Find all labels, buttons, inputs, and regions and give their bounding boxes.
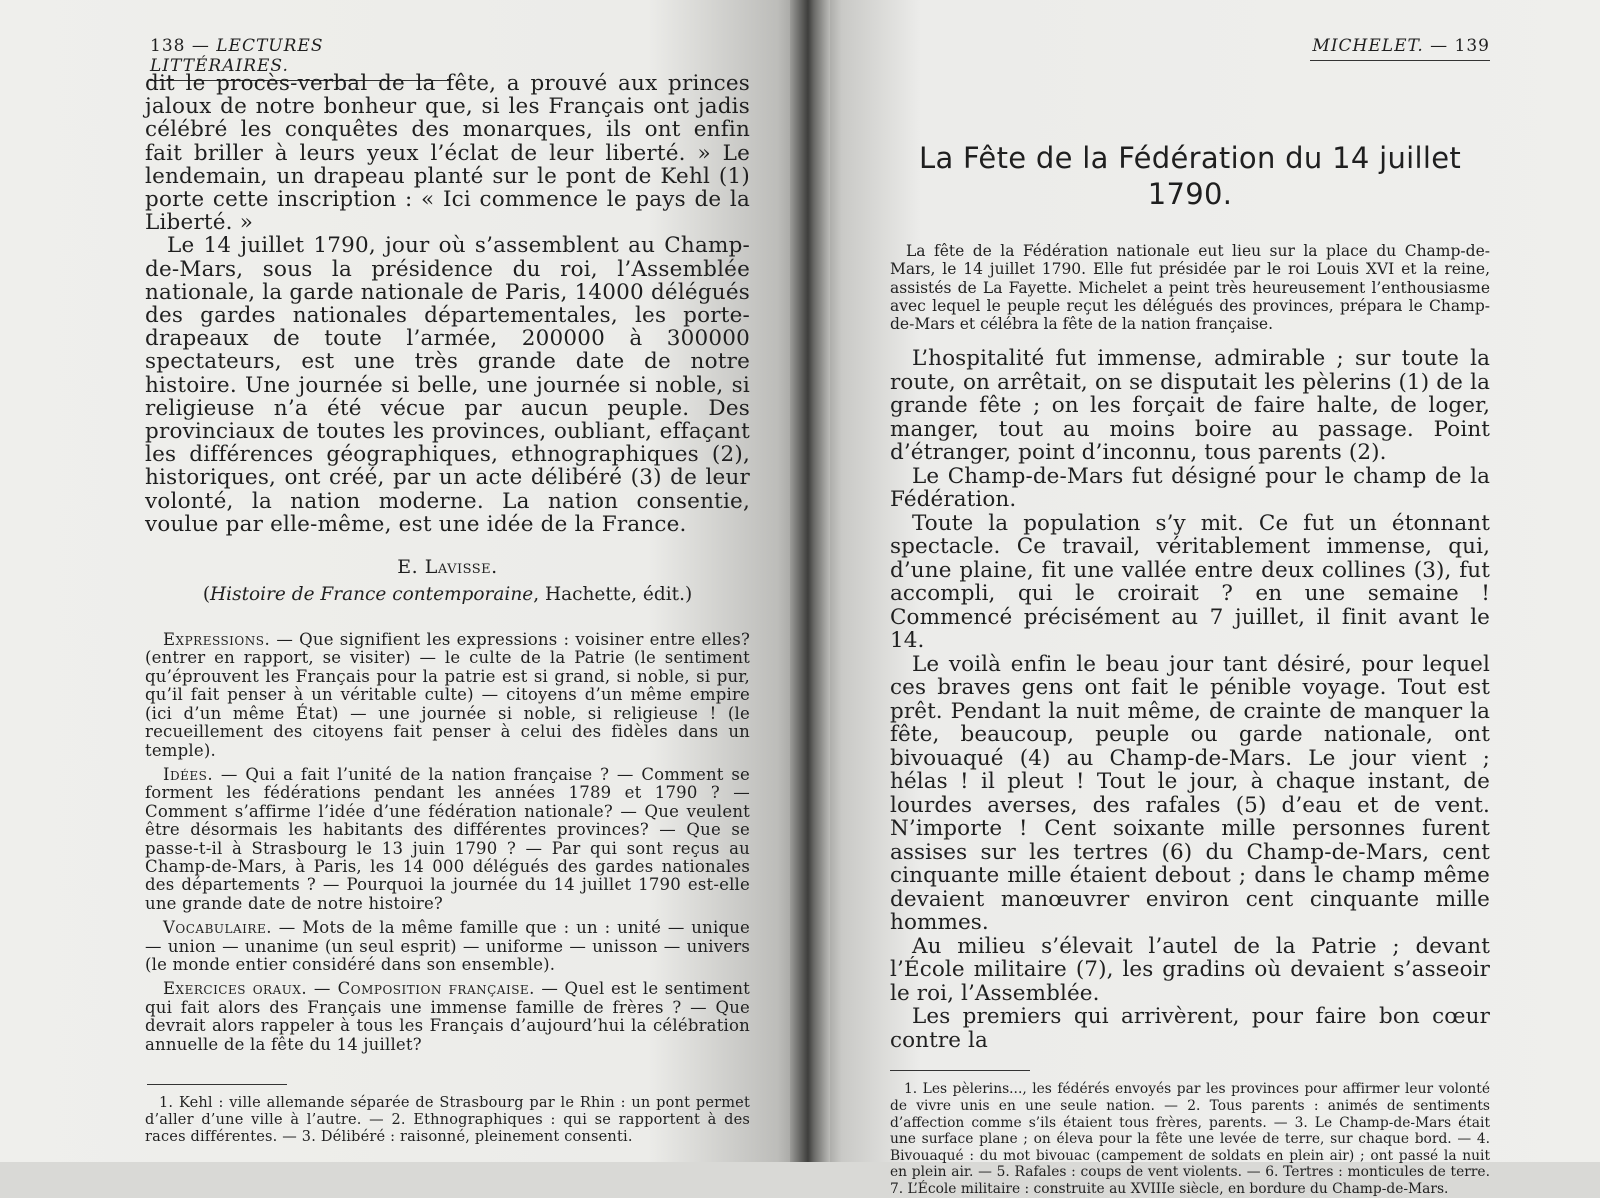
right-text bbox=[890, 347, 1490, 1052]
exercise-expressions bbox=[145, 631, 750, 760]
source-publisher: , Hachette, édit.) bbox=[533, 584, 693, 606]
running-head-rule bbox=[1310, 60, 1490, 61]
right-paragraph-1: L’hospitalité fut immense, admirable ; sur toute la route, on arrêtait, on se disputait les pèlerins (1) de la grande fête ; on les forçait de faire halte, de loger, manger, tout au moins boire au passage. Point d’étranger, point d’inconnu, tous parents (2). bbox=[890, 346, 1490, 466]
source-work: Histoire de France contemporaine bbox=[210, 584, 534, 606]
right-paragraph-5: Au milieu s’élevait l’autel de la Patrie ; devant l’École militaire (7), les gradins où devaient s’asseoir le roi, l’Assemblée. bbox=[890, 933, 1490, 1006]
source-citation: (Histoire de France contemporaine, Hachette, édit.) bbox=[202, 584, 693, 606]
expressions-text: — Que signifient les expressions : voisiner entre elles? (entrer en rapport, se visiter) — le culte de la Patrie (le sentiment qu’éprouvent les Français pour la patrie est si grand, si noble, si pur, qu’il fait penser à un véritable culte) — citoyens d’un même empire (ici d’un même État) — une journée si noble, si religieuse ! (le recueillement des citoyens fait penser à celui des fidèles dans un temple). bbox=[145, 630, 750, 760]
left-footnote-text: 1. Kehl : ville allemande séparée de Strasbourg par le Rhin : un pont permet d’aller d’une ville à l’autre. — 2. Ethnographiques : qui se rapportent à des races différentes. — 3. Délibéré : raisonné, pleinement consenti. bbox=[145, 1095, 750, 1145]
left-page-number: 138 bbox=[150, 36, 186, 56]
right-body bbox=[890, 140, 1490, 1198]
left-paragraph-2: Le 14 juillet 1790, jour où s’assemblent au Champ-de-Mars, sous la présidence du roi, l’Assemblée nationale, la garde nationale de Paris, 14000 délégués des gardes nationales départementales, les porte-drapeaux de toute l’armée, 200000 à 300000 spectateurs, est une très grande date de notre histoire. Une journée si belle, une journée si noble, si religieuse n’a été vécue par aucun peuple. Des provinciaux de toutes les provinces, oubliant, effaçant les différences géographiques, ethnographiques (2), historiques, ont créé, par un acte délibéré (3) de leur volonté, la nation moderne. La nation consentie, voulue par elle-même, est une idée de la France. bbox=[145, 233, 750, 537]
left-page bbox=[0, 0, 810, 1162]
exercise-vocabulaire bbox=[145, 919, 750, 974]
left-running-head bbox=[150, 36, 450, 76]
right-page-number: — 139 bbox=[1430, 36, 1490, 56]
chapter-intro: La fête de la Fédération nationale eut lieu sur la place du Champ-de-Mars, le 14 juillet 1790. Elle fut présidée par le roi Louis XVI et la reine, assistés de La Fayette. Michelet a peint très heureusement l’enthousiasme avec lequel le peuple reçut les délégués des provinces, prépara le Champ-de-Mars et célébra la fête de la nation française. bbox=[890, 242, 1490, 334]
idees-text: — Qui a fait l’unité de la nation française ? — Comment se forment les fédérations pendant les années 1789 et 1790 ? — Comment s’affirme l’idée d’une fédération nationale? — Que veulent être désormais les habitants des différentes provinces? — Que se passe-t-il à Strasbourg le 13 juin 1790 ? — Par qui sont reçus au Champ-de-Mars, à Paris, les 14 000 délégués des gardes nationales des départements ? — Pourquoi la journée du 14 juillet 1790 est-elle une grande date de notre histoire? bbox=[145, 764, 750, 913]
right-paragraph-4: Le voilà enfin le beau jour tant désiré, pour lequel ces braves gens ont fait le pénible voyage. Tout est prêt. Pendant la nuit même, de crainte de manquer la fête, beaucoup, peuple ou garde nationale, ont bivouaqué (4) au Champ-de-Mars. Le jour vient ; hélas ! il pleut ! Tout le jour, à chaque instant, de lourdes averses, des rafales (5) d’eau et de vent. N’importe ! Cent soixante mille personnes furent assises sur les tertres (6) du Champ-de-Mars, cent cinquante mille étaient debout ; dans le champ même devaient manœuvrer environ cent cinquante mille hommes. bbox=[890, 651, 1490, 936]
left-paragraph-1: dit le procès-verbal de la fête, a prouvé aux princes jaloux de notre bonheur que, si les Français ont jadis célébré les conquêtes des monarques, ils ont enfin fait briller à leurs yeux l’éclat de leur liberté. » Le lendemain, un drapeau planté sur le pont de Kehl (1) porte cette inscription : « Ici commence le pays de la Liberté. » bbox=[145, 71, 750, 236]
idees-label: Idées. bbox=[163, 764, 214, 784]
left-running-title: — LECTURES LITTÉRAIRES. bbox=[150, 36, 324, 76]
right-running-head bbox=[1310, 36, 1490, 56]
exercise-idees bbox=[145, 766, 750, 913]
footnote-rule bbox=[890, 1070, 1030, 1071]
expressions-label: Expressions. bbox=[163, 630, 271, 650]
left-footnotes bbox=[145, 1095, 750, 1146]
vocab-text: — Mots de la même famille que : un : unité — unique — union — unanime (un seul esprit) — uniforme — unisson — univers (le monde entier considéré dans son ensemble). bbox=[145, 918, 750, 974]
right-footnotes bbox=[890, 1081, 1490, 1197]
left-body bbox=[145, 72, 750, 1146]
footnote-rule bbox=[147, 1084, 287, 1085]
right-paragraph-3: Toute la population s’y mit. Ce fut un étonnant spectacle. Ce travail, véritablement immense, qui, d’une plaine, fit une vallée entre deux collines (3), fut accompli, qui le croirait ? en une semaine ! Commencé précisément au 7 juillet, il finit avant le 14. bbox=[890, 510, 1490, 654]
vocab-label: Vocabulaire. bbox=[163, 918, 272, 938]
oral-text: — Quel est le sentiment qui fait alors des Français une immense famille de frères ? — Que devrait alors rappeler à tous les Français d’aujourd’hui la célébration annuelle de la fête du 14 juillet? bbox=[145, 979, 750, 1054]
right-running-title: MICHELET. bbox=[1312, 36, 1424, 56]
exercise-oraux bbox=[145, 980, 750, 1054]
book-gutter bbox=[790, 0, 830, 1162]
right-footnote-text: 1. Les pèlerins..., les fédérés envoyés par les provinces pour affirmer leur volonté de vivre unis en une seule nation. — 2. Tous parents : animés de sentiments d’affection comme s’ils étaient tous frères, parents. — 3. Le Champ-de-Mars était une surface plane ; on éleva pour la fête une levée de terre, sur chaque bord. — 4. Bivouaqué : du mot bivouac (campement de soldats en plein air) ; ont passé la nuit en plein air. — 5. Rafales : coups de vent violents. — 6. Tertres : monticules de terre. 7. L’École militaire : construite au XVIIIe siècle, en bordure du Champ-de-Mars. bbox=[890, 1081, 1490, 1198]
exercises-section bbox=[145, 631, 750, 1054]
right-paragraph-6: Les premiers qui arrivèrent, pour faire bon cœur contre la bbox=[890, 1004, 1490, 1053]
chapter-title: La Fête de la Fédération du 14 juillet 1790. bbox=[918, 141, 1462, 211]
author-signature: E. Lavisse. bbox=[397, 556, 498, 579]
right-paragraph-2: Le Champ-de-Mars fut désigné pour le champ de la Fédération. bbox=[890, 463, 1490, 513]
oral-label: Exercices oraux. — Composition française. bbox=[163, 979, 535, 999]
